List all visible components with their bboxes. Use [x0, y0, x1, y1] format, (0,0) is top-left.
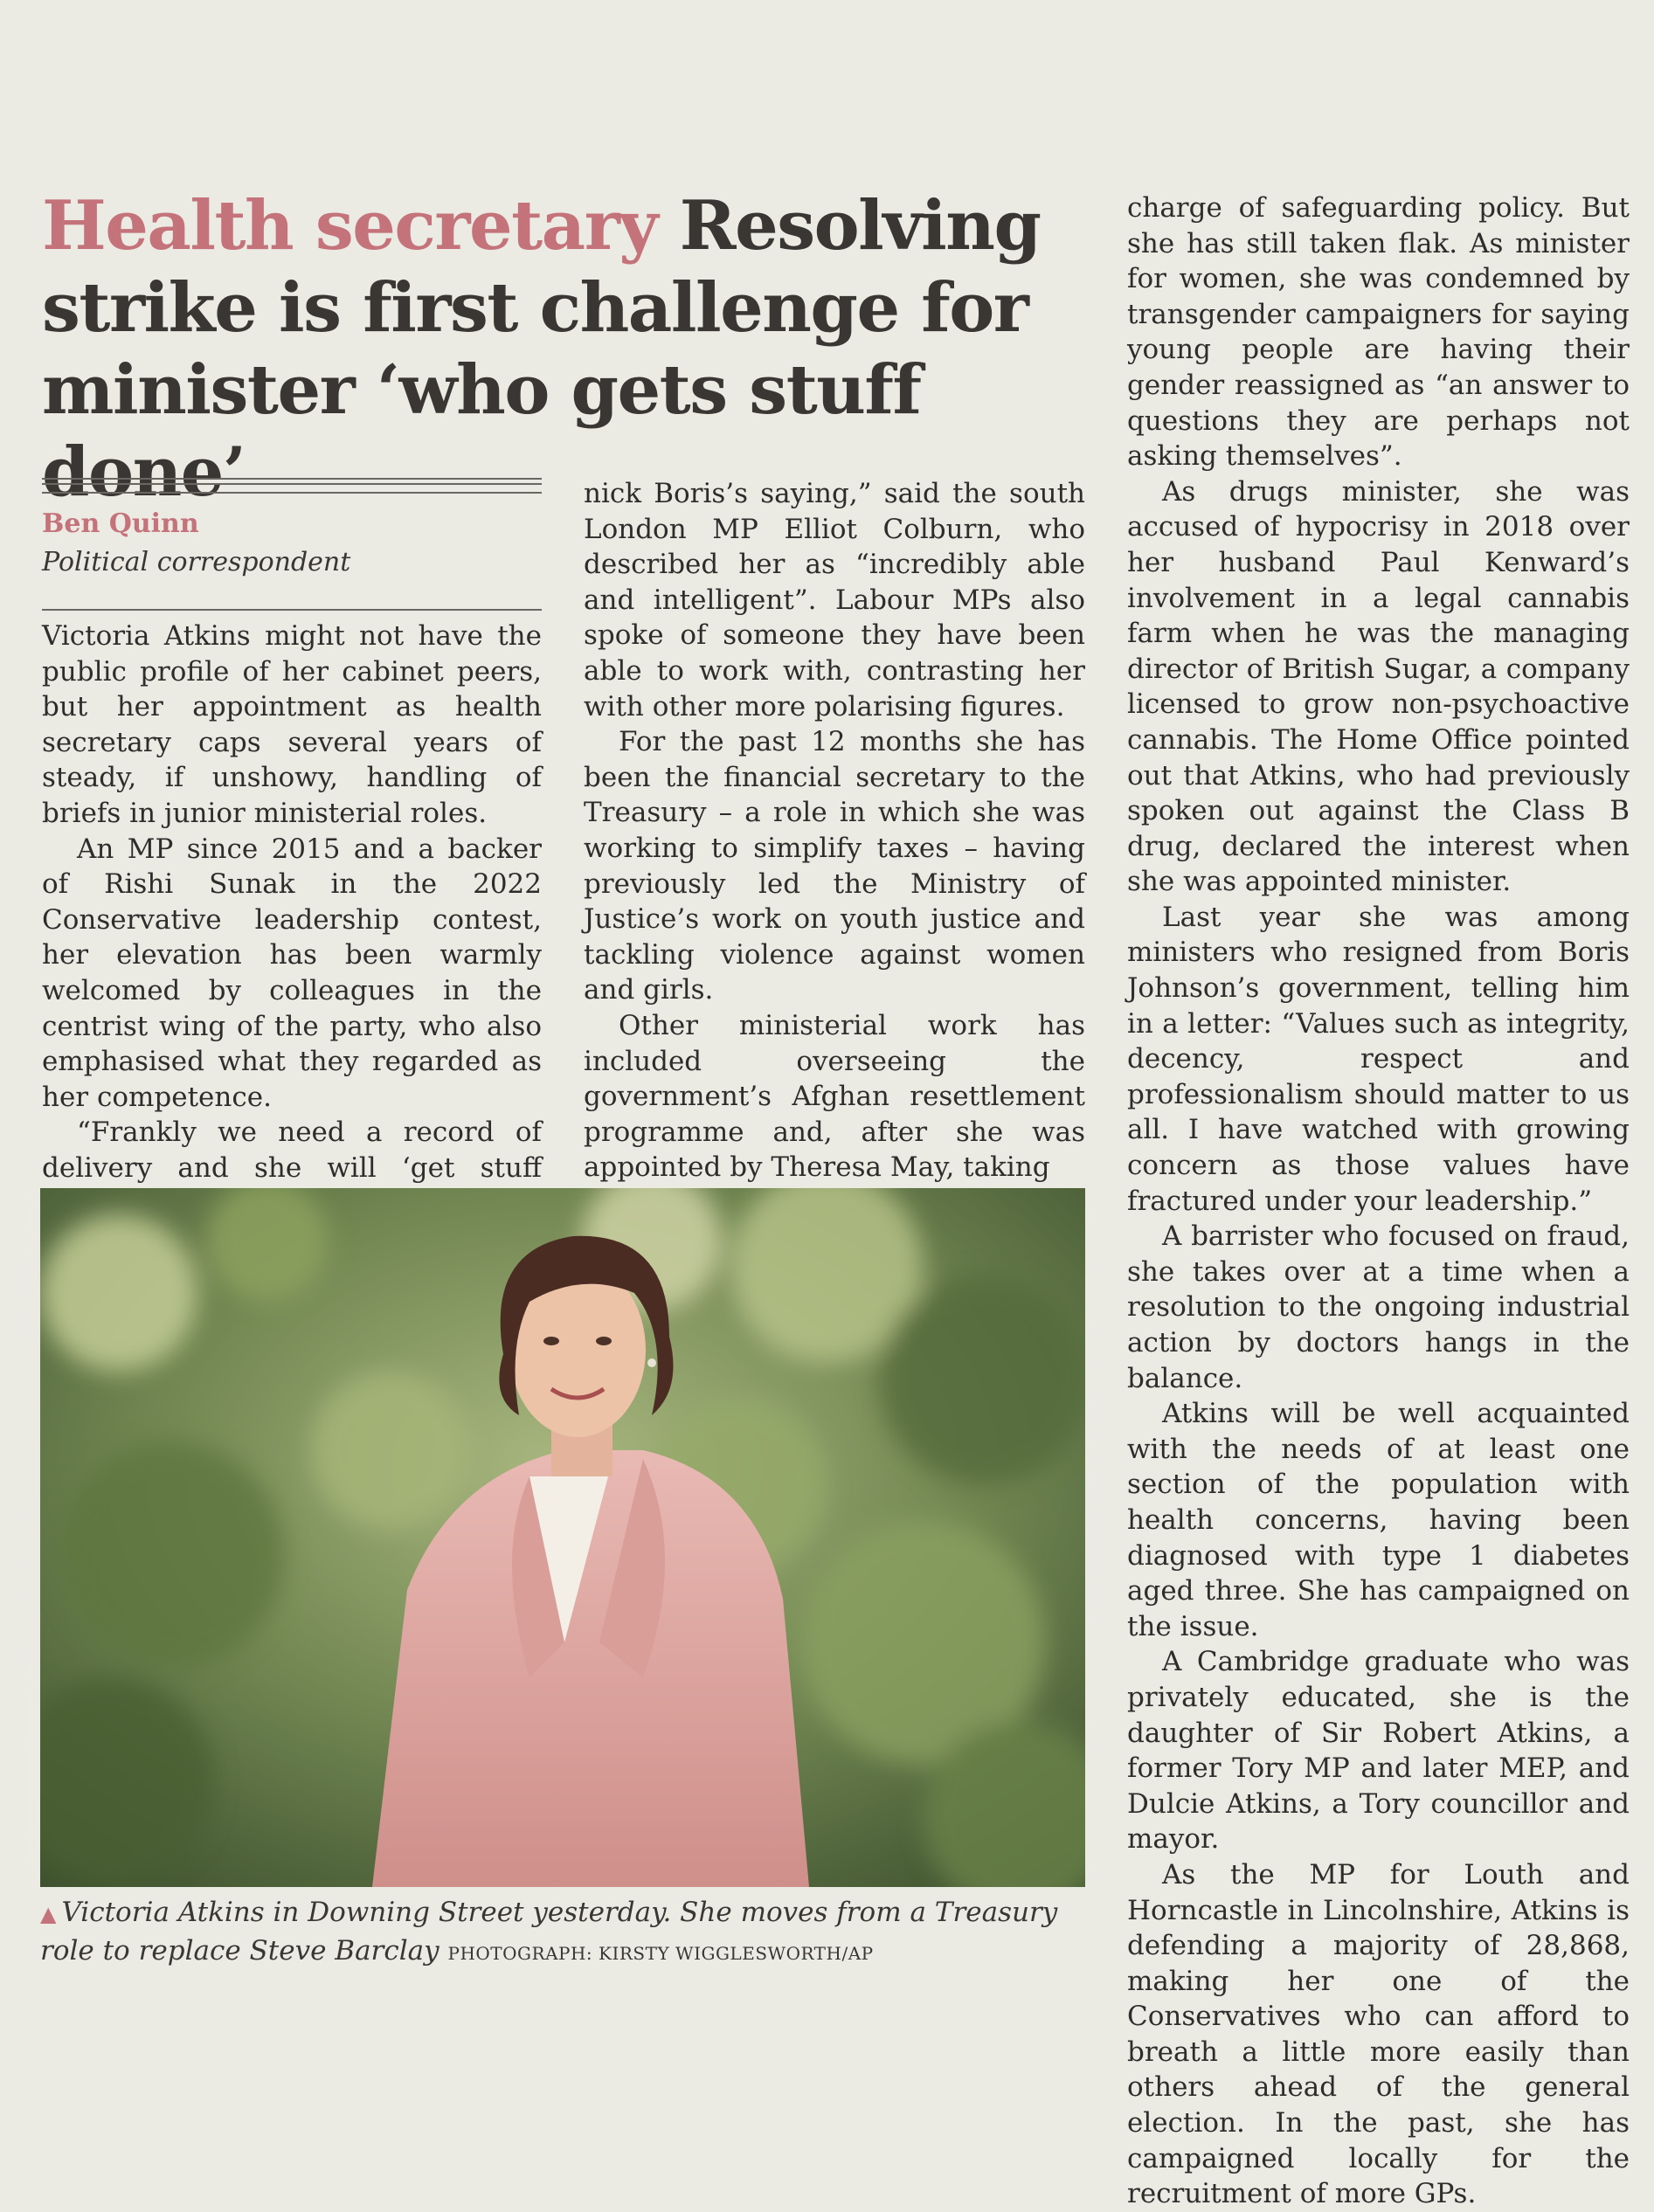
article-photo — [40, 1188, 1085, 1887]
caption-marker-icon: ▲ — [40, 1902, 57, 1926]
byline-role: Political correspondent — [42, 547, 351, 577]
byline-bottom-rule — [42, 609, 542, 611]
photo-caption — [40, 1894, 1085, 1972]
photo-credit: PHOTOGRAPH: KIRSTY WIGGLESWORTH/AP — [447, 1943, 874, 1964]
paragraph: A Cambridge graduate who was privately educated, she is the daughter of Sir Robert Atkins, a former Tory MP and later MEP, and Dulcie Atkins, a Tory councillor and mayor. — [1127, 1646, 1630, 1856]
paragraph: As drugs minister, she was accused of hypocrisy in 2018 over her husband Paul Kenward’s involvement in a legal cannabis farm when he was the managing director of British Sugar, a company licensed to grow non-psychoactive cannabis. The Home Office pointed out that Atkins, who had previously spoken out against the Class B drug, declared the interest when she was appointed minister. — [1127, 475, 1630, 898]
byline — [42, 505, 542, 582]
article-column-1 — [42, 619, 542, 1221]
paragraph: Victoria Atkins might not have the public profile of her cabinet peers, but her appointment as health secretary caps several years of steady, if unshowy, handling of briefs in junior ministerial roles. — [42, 620, 542, 829]
headline — [42, 185, 1073, 514]
paragraph: Atkins will be well acquainted with the needs of at least one section of the population with health concerns, having been diagnosed with type 1 diabetes aged three. She has campaigned on the issue. — [1127, 1398, 1630, 1642]
paragraph: An MP since 2015 and a backer of Rishi Sunak in the 2022 Conservative leadership contest, her elevation has been warmly welcomed by colleagues in the centrist wing of the party, who also emphasised what they regarded as her competence. — [42, 833, 542, 1113]
paragraph: For the past 12 months she has been the financial secretary to the Treasury – a role in which she was working to simplify taxes – having previously led the Ministry of Justice’s work on youth justice and tackling violence against women and girls. — [584, 726, 1085, 1006]
paragraph: Last year she was among ministers who resigned from Boris Johnson’s government, telling him in a letter: “Values such as integrity, decency, respect and professionalism should matter to us all. I have watched with growing concern as those values have fractured under your leadership.” — [1127, 901, 1630, 1217]
caption-text: Victoria Atkins in Downing Street yesterday. She moves from a Treasury role to replace Steve Barclay — [40, 1897, 1058, 1967]
paragraph: Other ministerial work has included overseeing the government’s Afghan resettlement programme and, after she was appointed by Theresa May, taking — [584, 1009, 1085, 1184]
article-column-2 — [584, 476, 1085, 1185]
paragraph: As the MP for Louth and Horncastle in Lincolnshire, Atkins is defending a majority of 28,868, making her one of the Conservatives who can afford to breath a little more easily than others ahead of the general election. In the past, she has campaigned locally for the recruitment of more GPs. — [1127, 1858, 1630, 2210]
paragraph: charge of safeguarding policy. But she has still taken flak. As minister for women, she was condemned by transgender campaigners for saying young people are having their gender reassigned as “an answer to questions they are perhaps not asking themselves”. — [1127, 192, 1630, 473]
article-column-3 — [1127, 190, 1630, 2212]
byline-top-rule — [42, 478, 542, 494]
paragraph: nick Boris’s saying,” said the south London MP Elliot Colburn, who described her as “incredibly able and intelligent”. Labour MPs also spoke of someone they have been able to work with, contrasting her with other more polarising figures. — [584, 478, 1085, 722]
byline-author: Ben Quinn — [42, 508, 199, 539]
headline-kicker: Health secretary — [42, 186, 658, 266]
portrait-photo-illustration — [40, 1188, 1085, 1887]
paragraph: “Frankly we need a record of delivery and she will ‘get stuff — [42, 1116, 542, 1184]
paragraph: A barrister who focused on fraud, she takes over at a time when a resolution to the ongoing industrial action by doctors hangs in the balance. — [1127, 1220, 1630, 1394]
headline-text: Resolving strike is first challenge for minister ‘who gets stuff done’ — [42, 186, 1041, 512]
